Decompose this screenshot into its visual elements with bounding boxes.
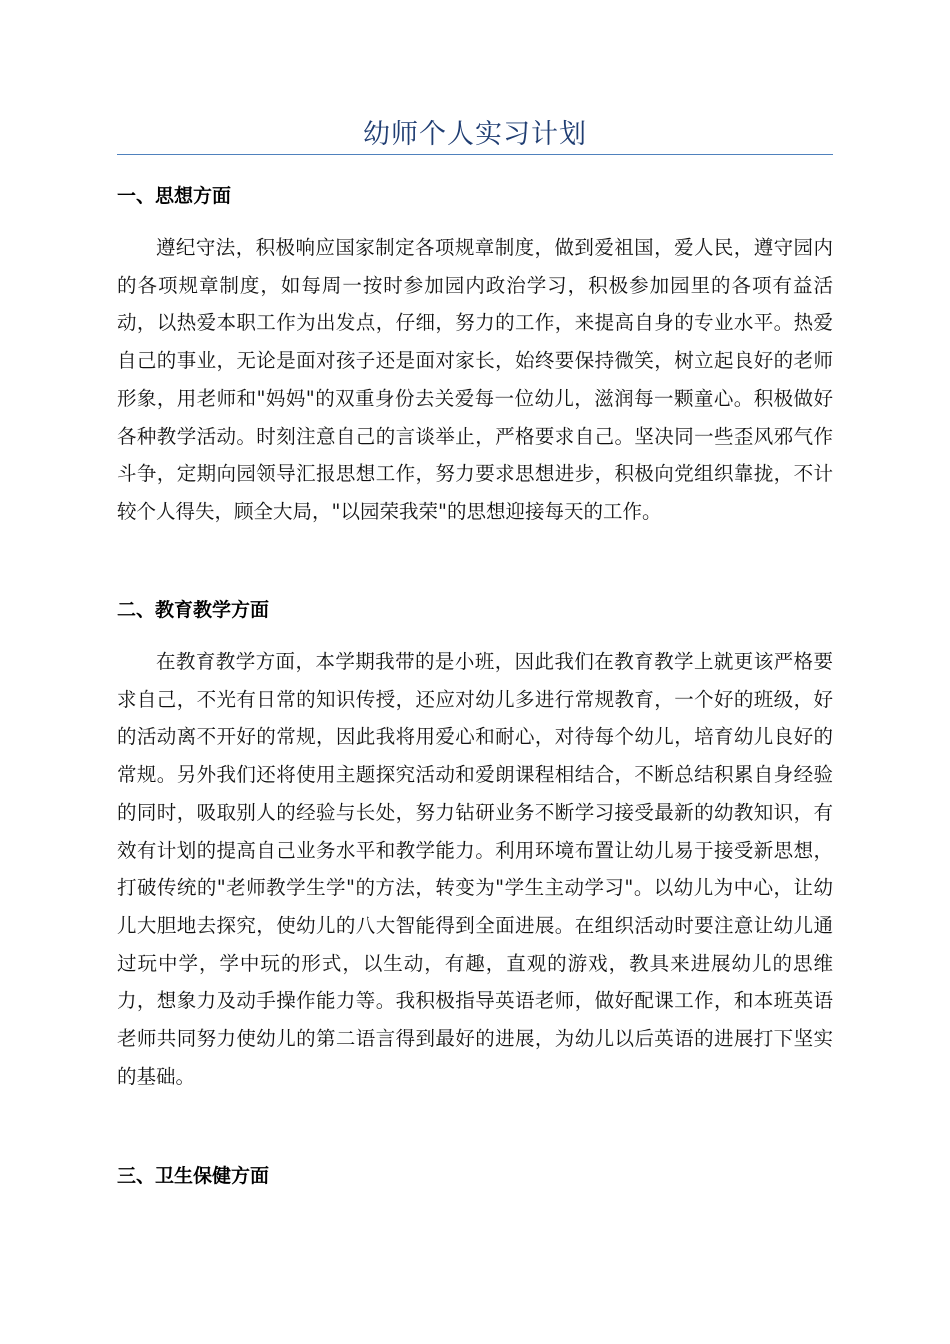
section-heading-thought: 一、思想方面 — [117, 185, 232, 207]
section-body-thought: 遵纪守法，积极响应国家制定各项规章制度，做到爱祖国，爱人民，遵守园内的各项规章制度，如每周一按时参加园内政治学习，积极参加园里的各项有益活动，以热爱本职工作为出发点，仔细，努力的工作，来提高自身的专业水平。热爱自己的事业，无论是面对孩子还是面对家长，始终要保持微笑，树立起良好的老师形象，用老师和"妈妈"的双重身份去关爱每一位幼儿，滋润每一颗童心。积极做好各种教学活动。时刻注意自己的言谈举止，严格要求自己。坚决同一些歪风邪气作斗争，定期向园领导汇报思想工作，努力要求思想进步，积极向党组织靠拢，不计较个人得失，顾全大局，"以园荣我荣"的思想迎接每天的工作。 — [117, 236, 833, 523]
section-body-teaching: 在教育教学方面，本学期我带的是小班，因此我们在教育教学上就更该严格要求自己，不光有日常的知识传授，还应对幼儿多进行常规教育，一个好的班级，好的活动离不开好的常规，因此我将用爱心和耐心，对待每个幼儿，培育幼儿良好的常规。另外我们还将使用主题探究活动和爱朗课程相结合，不断总结积累自身经验的同时，吸取别人的经验与长处，努力钻研业务不断学习接受最新的幼教知识，有效有计划的提高自己业务水平和教学能力。利用环境布置让幼儿易于接受新思想，打破传统的"老师教学生学"的方法，转变为"学生主动学习"。以幼儿为中心，让幼儿大胆地去探究，使幼儿的八大智能得到全面进展。在组织活动时要注意让幼儿通过玩中学，学中玩的形式，以生动，有趣，直观的游戏，教具来进展幼儿的思维力，想象力及动手操作能力等。我积极指导英语老师，做好配课工作，和本班英语老师共同努力使幼儿的第二语言得到最好的进展，为幼儿以后英语的进展打下坚实的基础。 — [117, 650, 833, 1088]
title-underline — [117, 154, 833, 155]
document-title: 幼师个人实习计划 — [363, 119, 587, 150]
section-heading-health: 三、卫生保健方面 — [117, 1165, 270, 1187]
section-heading-teaching: 二、教育教学方面 — [117, 599, 270, 621]
